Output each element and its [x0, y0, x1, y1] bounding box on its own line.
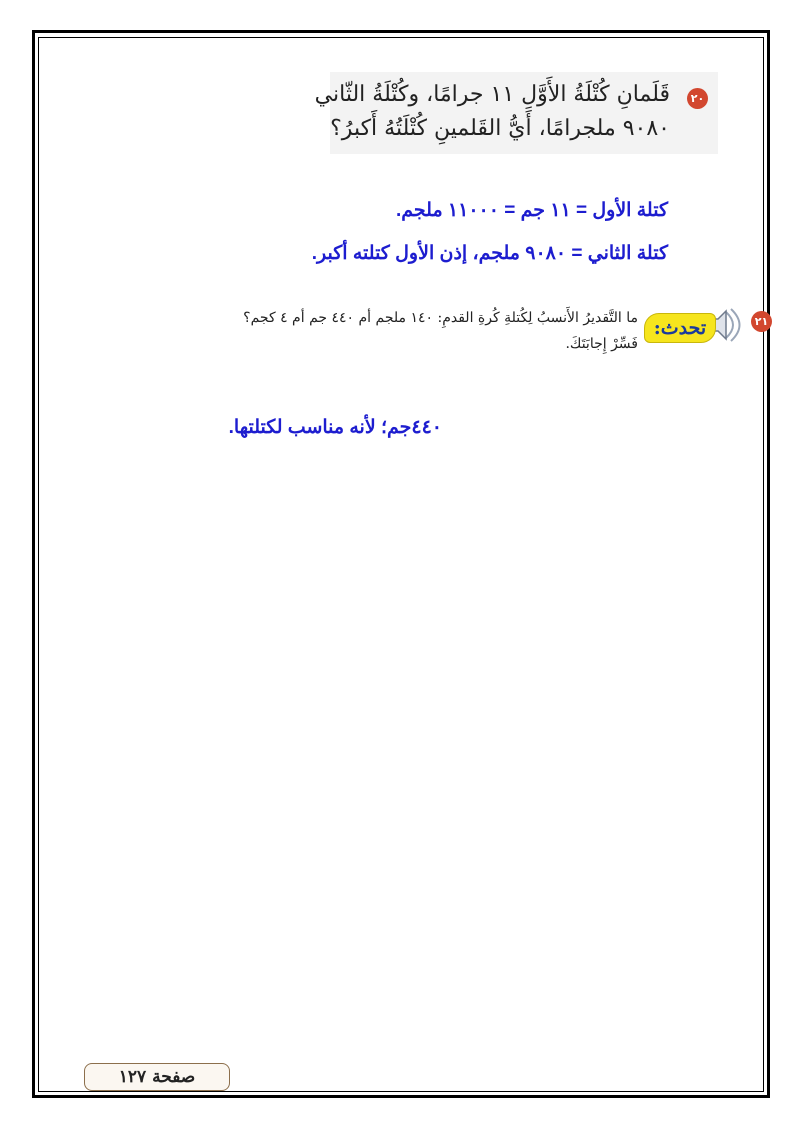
question-number-badge	[751, 311, 772, 332]
question-number-badge	[687, 88, 708, 109]
talk-label-badge	[644, 313, 716, 343]
answer-21-line-1: ٤٤٠جم؛ لأنه مناسب لكتلتها.	[228, 417, 442, 438]
question-20-line-1: قَلَمانِ كُتْلَةُ الأَوَّلِ ١١ جرامًا، وكُتْلَةُ الثّاني	[314, 82, 670, 107]
page-number-box	[84, 1063, 230, 1091]
answer-20-line-1: كتلة الأول = ١١ جم = ١١٠٠٠ ملجم.	[395, 200, 668, 221]
question-number: ٢١	[754, 315, 769, 328]
page-number: صفحة ١٢٧	[118, 1067, 196, 1087]
question-21-line-1: ما التَّقديرُ الأَنسبُ لِكُتلةِ كُرةِ القدمِ: ١٤٠ ملجم أم ٤٤٠ جم أم ٤ كجم؟	[243, 310, 638, 326]
question-20-line-2: ٩٠٨٠ ملجرامًا، أَيُّ القَلمينِ كُتْلَتُهُ أَكبرُ؟	[330, 116, 670, 141]
answer-20-line-2: كتلة الثاني = ٩٠٨٠ ملجم، إذن الأول كتلته أكبر.	[311, 243, 668, 264]
page-frame-inner	[38, 37, 764, 1092]
question-20-box	[314, 72, 718, 154]
question-21-line-2: فَسِّرْ إِجابَتَكَ.	[565, 336, 638, 352]
talk-label: تحدث:	[653, 317, 707, 339]
question-number: ٢٠	[690, 92, 705, 105]
